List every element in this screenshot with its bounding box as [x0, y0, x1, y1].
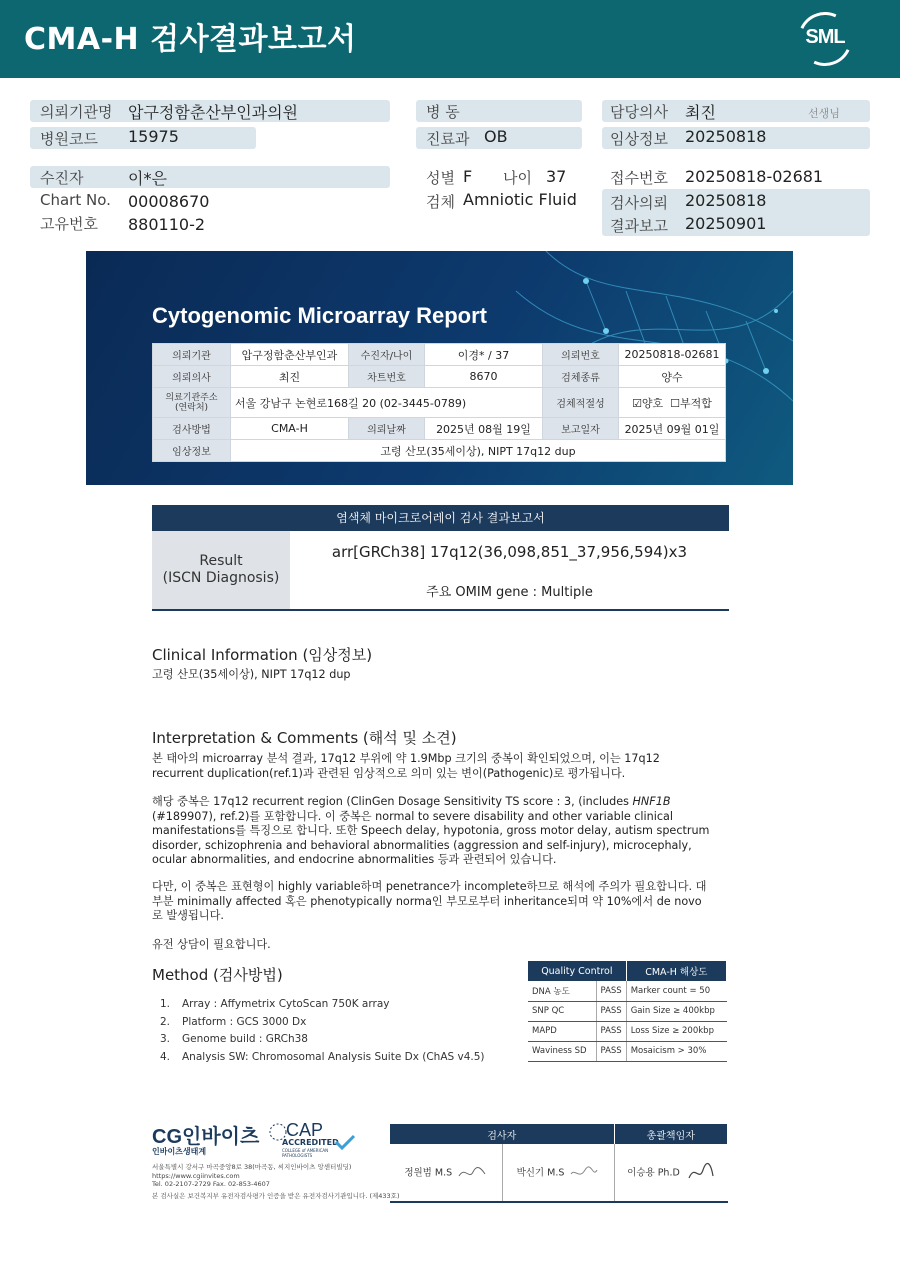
banner-cell: ☑양호 ☐부적합	[619, 388, 726, 418]
result-body	[152, 531, 729, 611]
report-banner	[86, 251, 793, 485]
signature-icon	[457, 1164, 487, 1182]
clinical-label: 임상정보	[610, 130, 668, 148]
dept-label: 진료과	[426, 130, 470, 148]
banner-cell: 의뢰기관	[153, 344, 231, 366]
institution-value: 압구정함춘산부인과의원	[128, 103, 299, 122]
banner-cell: 차트번호	[349, 366, 425, 388]
banner-row	[153, 440, 726, 462]
examiner-header: 검사자	[390, 1124, 614, 1144]
method-list	[160, 996, 485, 1066]
banner-cell: 최진	[231, 366, 349, 388]
banner-cell: 8670	[425, 366, 543, 388]
banner-cell: 이경* / 37	[425, 344, 543, 366]
report-label: 결과보고	[610, 217, 668, 235]
director-header: 총괄책임자	[614, 1124, 728, 1144]
clinical-value: 20250818	[685, 127, 767, 146]
cap-accredited-logo	[268, 1120, 358, 1156]
cap-accredited-text: ACCREDITED	[282, 1138, 339, 1147]
banner-cell: 2025년 09월 01일	[619, 418, 726, 440]
specimen-value: Amniotic Fluid	[463, 190, 577, 209]
age-label: 나이	[503, 169, 532, 187]
banner-cell: CMA-H	[231, 418, 349, 440]
iscn-diagnosis: arr[GRCh38] 17q12(36,098,851_37,956,594)x3	[331, 543, 688, 561]
hospital-code-value: 15975	[128, 127, 179, 146]
sex-value: F	[463, 167, 473, 186]
banner-cell: 검체적절성	[543, 388, 619, 418]
cg-invites-logo: CG인바이츠	[152, 1126, 260, 1148]
age-value: 37	[546, 167, 567, 186]
receipt-label: 접수번호	[610, 169, 668, 187]
request-label: 검사의뢰	[610, 194, 668, 212]
cg-invites-logo-sub: 인바이츠생태계	[152, 1147, 207, 1156]
ward-label: 병 동	[426, 103, 460, 121]
qc-table	[528, 961, 727, 1062]
patient-value: 이*은	[128, 169, 167, 188]
signature-icon	[685, 1162, 715, 1184]
method-item: 1. Array : Affymetrix CytoScan 750K array	[160, 998, 390, 1010]
sex-label: 성별	[426, 169, 455, 187]
banner-row	[153, 388, 726, 418]
banner-row	[153, 366, 726, 388]
patient-label: 수진자	[40, 169, 84, 187]
method-item: 4. Analysis SW: Chromosomal Analysis Suite Dx (ChAS v4.5)	[160, 1050, 485, 1063]
interpretation-p2	[152, 795, 712, 868]
qc-header: Quality Control	[528, 961, 626, 981]
banner-cell: 임상정보	[153, 440, 231, 462]
result-label	[152, 531, 290, 609]
patient-row-bg	[30, 166, 390, 188]
banner-cell: 의료기관주소 (연락처)	[153, 388, 231, 418]
banner-cell: 보고일자	[543, 418, 619, 440]
banner-cell: 2025년 08월 19일	[425, 418, 543, 440]
banner-row	[153, 418, 726, 440]
cap-college-text: COLLEGE of AMERICAN PATHOLOGISTS	[282, 1148, 329, 1158]
interpretation-p1: 본 태아의 microarray 분석 결과, 17q12 부위에 약 1.9Mbp 크기의 중복이 확인되었으며, 이는 17q12 recurrent duplication(ref.1)과 관련된 임상적으로 의미 있는 변이(Pathogenic)로 평가됩니다.	[152, 752, 660, 780]
banner-cell: 양수	[619, 366, 726, 388]
gene-name: HNF1B	[632, 795, 671, 808]
banner-row	[153, 344, 726, 366]
page-title: CMA-H 검사결과보고서	[24, 22, 357, 57]
result-label-line1: Result	[199, 553, 243, 569]
banner-info-table	[152, 343, 726, 462]
id-value: 880110-2	[128, 215, 206, 234]
result-header: 염색체 마이크로어레이 검사 결과보고서	[152, 505, 729, 531]
omim-gene: 주요 OMIM gene : Multiple	[426, 585, 593, 600]
banner-cell: 의뢰의사	[153, 366, 231, 388]
banner-cell: 의뢰날짜	[349, 418, 425, 440]
signature-cell: 박신기 M.S	[502, 1144, 614, 1202]
chart-value: 00008670	[128, 192, 210, 211]
banner-cell: 압구정함춘산부인과	[231, 344, 349, 366]
chart-label: Chart No.	[40, 191, 111, 209]
banner-cell: 서울 강남구 논현로168길 20 (02-3445-0789)	[231, 388, 543, 418]
cap-text: CAP	[286, 1120, 324, 1140]
interpretation-p2a: 해당 중복은 17q12 recurrent region (ClinGen Dosage Sensitivity TS score : 3, (includes	[152, 795, 633, 808]
clinical-text: 고령 산모(35세이상), NIPT 17q12 dup	[152, 668, 351, 681]
banner-cell: 검체종류	[543, 366, 619, 388]
request-value: 20250818	[685, 191, 767, 210]
banner-cell: 의뢰번호	[543, 344, 619, 366]
receipt-value: 20250818-02681	[685, 167, 824, 186]
specimen-label: 검체	[426, 193, 455, 211]
result-label-line2: (ISCN Diagnosis)	[162, 570, 280, 586]
report-value: 20250901	[685, 214, 767, 233]
interpretation-p4: 유전 상담이 필요합니다.	[152, 938, 271, 951]
signature-icon	[569, 1164, 599, 1182]
id-label: 고유번호	[40, 215, 98, 233]
method-item: 2. Platform : GCS 3000 Dx	[160, 1015, 307, 1028]
banner-cell: 검사방법	[153, 418, 231, 440]
interpretation-p3: 다만, 이 중복은 표현형이 highly variable하며 penetrance가 incomplete하므로 해석에 주의가 필요합니다. 대부분 minimally affected 혹은 phenotypically norma인 부모로부터 inheritance되며 약 10%에서 de novo로 발생됩니다.	[152, 880, 707, 922]
clinical-title: Clinical Information (임상정보)	[152, 646, 373, 664]
signature-table	[390, 1124, 728, 1203]
qc-row: DNA 농도 PASS Marker count = 50	[528, 981, 727, 1001]
banner-cell: 수진자/나이	[349, 344, 425, 366]
interpretation-p2b: (#189907), ref.2)를 포함합니다. 이 중복은 normal to severe disability and other variable clinical manifestations를 특징으로 합니다. 또한 Speech delay, hypotonia, gross motor delay, autism spectrum disorder, schizophrenia and behavioral abnormalities (aggression and self-injury), microcephaly, ocular abnormalities, and endocrine abnormalities 등과 관련되어 있습니다.	[152, 809, 710, 866]
doctor-value: 최진	[685, 103, 716, 122]
hospital-code-label: 병원코드	[40, 130, 98, 148]
method-item: 3. Genome build : GRCh38	[160, 1033, 308, 1045]
logo-text: SML	[805, 26, 845, 48]
resolution-header: CMA-H 해상도	[626, 961, 726, 981]
dept-value: OB	[484, 127, 508, 146]
banner-title: Cytogenomic Microarray Report	[152, 303, 487, 328]
banner-cell: 20250818-02681	[619, 344, 726, 366]
qc-row: MAPD PASS Loss Size ≥ 200kbp	[528, 1021, 727, 1041]
lab-address: 서울특별시 강서구 마곡중앙8로 38(마곡동, 씨지인바이츠 앙센터빌딩) https://www.cgiinvites.com Tel. 02-2107-2729 Fax. 02-853-4607 본 검사실은 보건복지부 유전자검사평가 인증을 받은 유전자검사기관입니다. (제433호)	[152, 1163, 400, 1200]
doctor-label: 담당의사	[610, 103, 668, 121]
institution-label: 의뢰기관명	[40, 103, 113, 121]
signature-cell: 이승용 Ph.D	[614, 1144, 728, 1202]
sml-logo	[798, 12, 852, 66]
header-bar	[0, 0, 900, 78]
qc-row: SNP QC PASS Gain Size ≥ 400kbp	[528, 1001, 727, 1021]
interpretation-title: Interpretation & Comments (해석 및 소견)	[152, 729, 457, 747]
method-title: Method (검사방법)	[152, 966, 283, 984]
doctor-suffix: 선생님	[808, 107, 840, 120]
banner-cell: 고령 산모(35세이상), NIPT 17q12 dup	[231, 440, 726, 462]
signature-cell: 정원범 M.S	[390, 1144, 502, 1202]
qc-row: Waviness SD PASS Mosaicism > 30%	[528, 1041, 727, 1061]
